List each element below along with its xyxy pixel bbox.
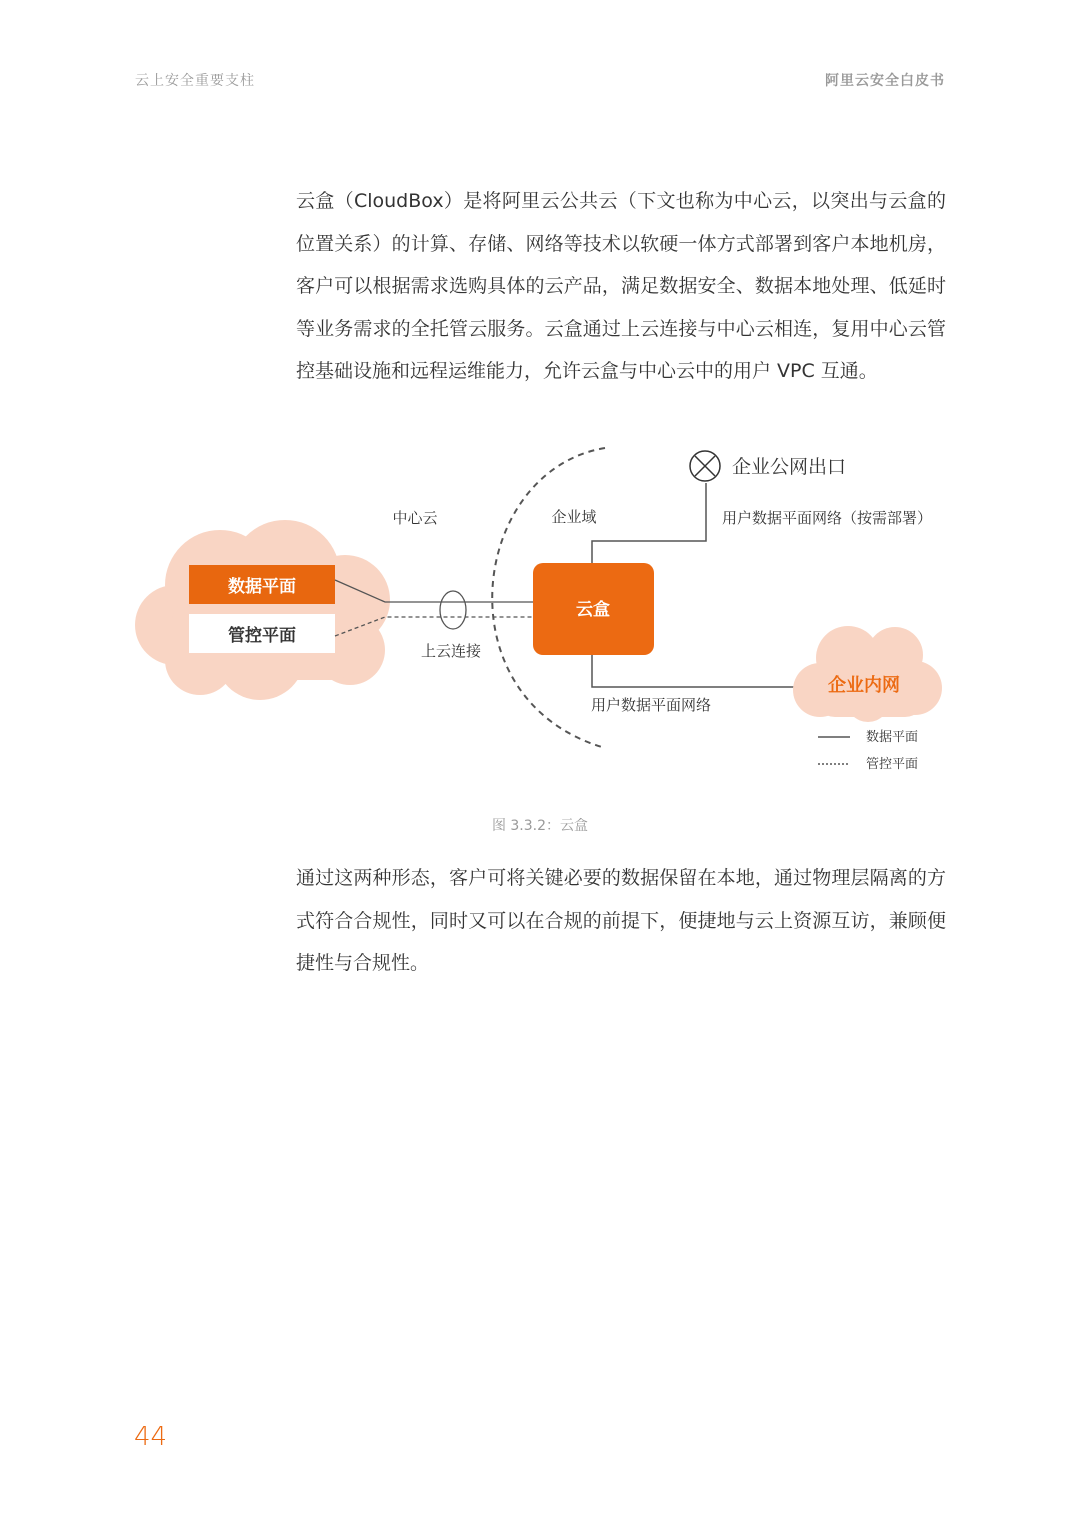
center-cloud-label: 中心云: [392, 509, 438, 527]
uplink-label: 上云连接: [420, 642, 482, 660]
running-header-right: 阿里云安全白皮书: [825, 73, 945, 89]
uplink-connector: [440, 591, 466, 629]
intranet-link: [592, 655, 800, 687]
public-exit-label: 企业公网出口: [732, 456, 847, 478]
center-cloud-shape: [135, 520, 390, 700]
page-number: 44: [134, 1422, 168, 1452]
enterprise-domain-label: 企业域: [551, 508, 597, 526]
legend-data-plane: 数据平面: [866, 730, 919, 745]
running-header-left: 云上安全重要支柱: [135, 73, 255, 89]
control-plane-box-label: 管控平面: [228, 626, 296, 646]
intranet-label: 企业内网: [828, 675, 900, 696]
intranet-cloud-shape: [793, 626, 942, 722]
public-exit-link: [592, 483, 706, 563]
ondemand-network-label: 用户数据平面网络（按需部署）: [722, 509, 933, 527]
data-plane-box-label: 数据平面: [228, 577, 296, 597]
figure-caption: 图 3.3.2：云盒: [491, 818, 589, 834]
body-paragraph-2: 通过这两种形态，客户可将关键必要的数据保留在本地，通过物理层隔离的方式符合合规性，同时又可以在合规的前提下，便捷地与云上资源互访，兼顾便捷性与合规性。: [296, 867, 946, 974]
cloudbox-label: 云盒: [576, 600, 610, 620]
body-paragraph-1: 云盒（CloudBox）是将阿里云公共云（下文也称为中心云，以突出与云盒的位置关系）的计算、存储、网络等技术以软硬一体方式部署到客户本地机房，客户可以根据需求选购具体的云产品，满足数据安全、数据本地处理、低延时等业务需求的全托管云服务。云盒通过上云连接与中心云相连，复用中心云管控基础设施和远程运维能力，允许云盒与中心云中的用户 VPC 互通。: [296, 190, 946, 382]
user-network-label: 用户数据平面网络: [591, 696, 712, 714]
legend-control-plane: 管控平面: [866, 757, 919, 772]
